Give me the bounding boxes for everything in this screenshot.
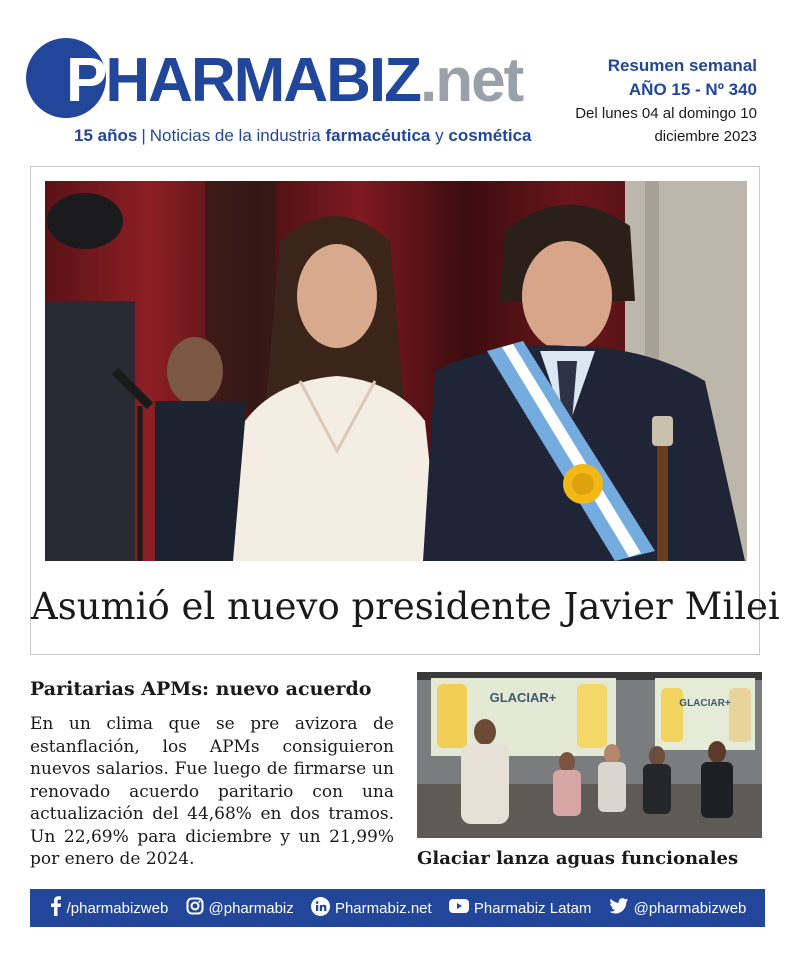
- logo-wordmark: [66, 46, 522, 116]
- tagline-cosmetics: cosmética: [448, 126, 532, 145]
- tagline-text: Noticias de la industria: [149, 126, 321, 145]
- main-story-headline[interactable]: Asumió el nuevo presidente Javier Milei: [31, 585, 780, 628]
- tagline-pharma: farmacéutica: [325, 126, 431, 145]
- screen-brand-left: GLACIAR+: [489, 690, 557, 705]
- instagram-handle[interactable]: @pharmabiz: [208, 899, 294, 917]
- twitter-link[interactable]: [609, 898, 747, 918]
- twitter-handle[interactable]: @pharmabizweb: [633, 899, 747, 917]
- article-title-paritarias[interactable]: Paritarias APMs: nuevo acuerdo: [30, 678, 372, 700]
- main-story-photo[interactable]: [45, 181, 747, 561]
- issue-dates-line1: Del lunes 04 al domingo 10: [575, 105, 757, 122]
- issue-label: Resumen semanal: [607, 56, 757, 75]
- linkedin-handle[interactable]: Pharmabiz.net: [334, 899, 432, 917]
- glaciar-event-photo[interactable]: [417, 672, 762, 838]
- article-title-glaciar[interactable]: Glaciar lanza aguas funcionales: [417, 848, 739, 869]
- main-story[interactable]: [30, 166, 780, 655]
- tagline: [74, 126, 532, 146]
- tagline-separator: |: [141, 126, 146, 145]
- social-footer: [30, 889, 765, 927]
- tagline-years: 15 años: [74, 126, 138, 145]
- issue-number: AÑO 15 - Nº 340: [628, 80, 757, 99]
- twitter-icon: [609, 898, 629, 918]
- youtube-icon: [449, 899, 469, 917]
- logo[interactable]: [26, 38, 532, 158]
- linkedin-link[interactable]: [311, 897, 432, 920]
- youtube-link[interactable]: [449, 899, 592, 917]
- logo-main-text: HARMABIZ: [105, 46, 420, 115]
- linkedin-icon: [311, 897, 330, 920]
- youtube-handle[interactable]: Pharmabiz Latam: [473, 899, 592, 917]
- article-body-paritarias: En un clima que se pre avizora de estanflación, los APMs consiguieron nuevos salarios. Fue luego de firmarse un renovado acuerdo paritario con una actualización del 44,68% en dos tramos. Un 22,69% para diciembre y un 21,99% por enero de 2024.: [30, 714, 394, 869]
- inauguration-illustration: [45, 181, 747, 561]
- glaciar-event-illustration: [417, 672, 762, 838]
- facebook-link[interactable]: [49, 896, 169, 920]
- issue-info: [537, 54, 757, 148]
- tagline-and: y: [435, 126, 444, 145]
- logo-net-text: .net: [419, 46, 523, 115]
- issue-dates-line2: diciembre 2023: [654, 128, 757, 145]
- instagram-link[interactable]: [186, 897, 294, 919]
- screen-brand-right: GLACIAR+: [679, 698, 731, 709]
- facebook-icon: [49, 896, 62, 920]
- logo-letter-p: P: [66, 46, 106, 115]
- facebook-handle[interactable]: /pharmabizweb: [66, 899, 169, 917]
- instagram-icon: [186, 897, 204, 919]
